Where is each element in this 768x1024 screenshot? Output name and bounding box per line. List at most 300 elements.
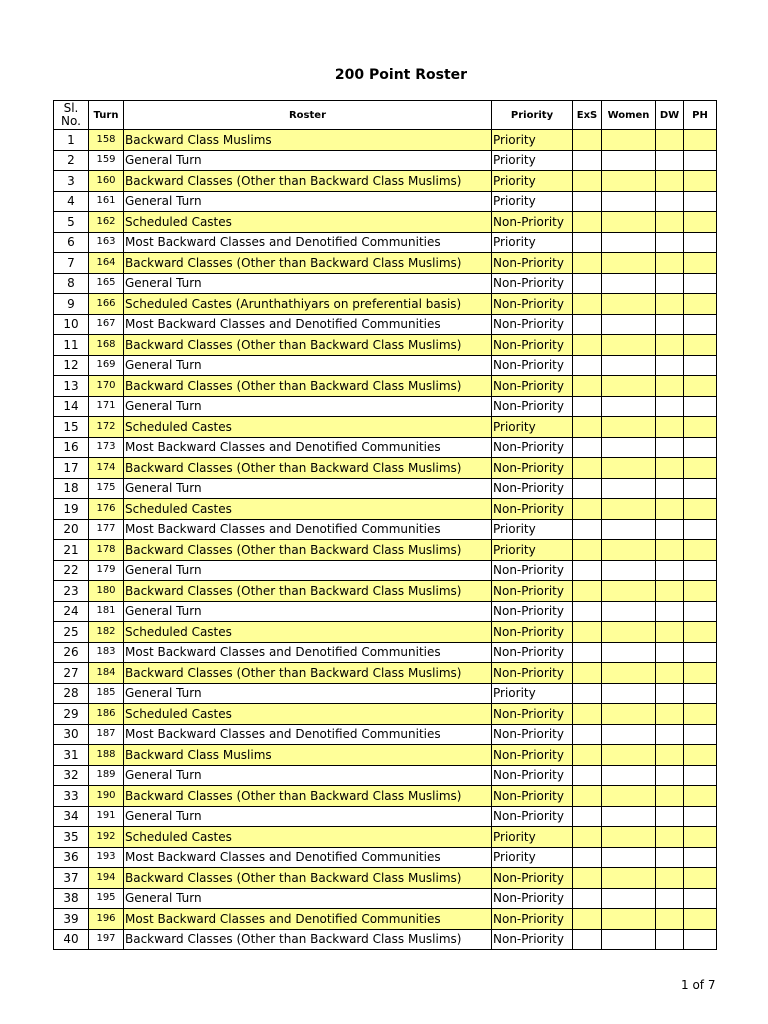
header-exs: ExS	[573, 101, 602, 130]
exs-cell	[573, 704, 602, 725]
roster-cell: Scheduled Castes	[124, 827, 492, 848]
table-row	[54, 355, 717, 376]
ph-cell	[684, 929, 717, 950]
sl-cell: 38	[54, 888, 89, 909]
women-cell	[602, 888, 656, 909]
sl-cell: 13	[54, 376, 89, 397]
women-cell	[602, 376, 656, 397]
women-cell	[602, 929, 656, 950]
header-roster: Roster	[124, 101, 492, 130]
roster-cell: Backward Classes (Other than Backward Class Muslims)	[124, 376, 492, 397]
women-cell	[602, 478, 656, 499]
sl-cell: 37	[54, 868, 89, 889]
ph-cell	[684, 417, 717, 438]
table-row	[54, 191, 717, 212]
turn-cell: 171	[89, 396, 124, 417]
roster-table	[53, 100, 717, 950]
sl-cell: 8	[54, 273, 89, 294]
table-row	[54, 724, 717, 745]
ph-cell	[684, 458, 717, 479]
roster-cell: Most Backward Classes and Denotified Communities	[124, 437, 492, 458]
women-cell	[602, 396, 656, 417]
table-row	[54, 273, 717, 294]
priority-cell: Non-Priority	[492, 355, 573, 376]
priority-cell: Non-Priority	[492, 806, 573, 827]
priority-cell: Priority	[492, 171, 573, 192]
sl-cell: 20	[54, 519, 89, 540]
women-cell	[602, 499, 656, 520]
turn-cell: 182	[89, 622, 124, 643]
sl-cell: 25	[54, 622, 89, 643]
women-cell	[602, 540, 656, 561]
priority-cell: Non-Priority	[492, 253, 573, 274]
roster-cell: General Turn	[124, 683, 492, 704]
exs-cell	[573, 642, 602, 663]
exs-cell	[573, 355, 602, 376]
women-cell	[602, 294, 656, 315]
sl-cell: 23	[54, 581, 89, 602]
dw-cell	[656, 622, 684, 643]
sl-cell: 7	[54, 253, 89, 274]
roster-cell: General Turn	[124, 191, 492, 212]
ph-cell	[684, 909, 717, 930]
turn-cell: 173	[89, 437, 124, 458]
turn-cell: 185	[89, 683, 124, 704]
table-row	[54, 540, 717, 561]
dw-cell	[656, 663, 684, 684]
women-cell	[602, 355, 656, 376]
exs-cell	[573, 335, 602, 356]
roster-cell: General Turn	[124, 560, 492, 581]
sl-cell: 28	[54, 683, 89, 704]
sl-cell: 15	[54, 417, 89, 438]
roster-cell: Backward Class Muslims	[124, 745, 492, 766]
roster-cell: Most Backward Classes and Denotified Communities	[124, 232, 492, 253]
roster-cell: Backward Classes (Other than Backward Class Muslims)	[124, 868, 492, 889]
priority-cell: Priority	[492, 417, 573, 438]
ph-cell	[684, 253, 717, 274]
dw-cell	[656, 683, 684, 704]
ph-cell	[684, 540, 717, 561]
roster-cell: Backward Classes (Other than Backward Class Muslims)	[124, 786, 492, 807]
turn-cell: 189	[89, 765, 124, 786]
women-cell	[602, 827, 656, 848]
header-priority: Priority	[492, 101, 573, 130]
priority-cell: Priority	[492, 827, 573, 848]
turn-cell: 180	[89, 581, 124, 602]
women-cell	[602, 786, 656, 807]
dw-cell	[656, 294, 684, 315]
dw-cell	[656, 478, 684, 499]
turn-cell: 165	[89, 273, 124, 294]
turn-cell: 194	[89, 868, 124, 889]
dw-cell	[656, 929, 684, 950]
header-ph: PH	[684, 101, 717, 130]
ph-cell	[684, 806, 717, 827]
ph-cell	[684, 232, 717, 253]
ph-cell	[684, 396, 717, 417]
sl-cell: 18	[54, 478, 89, 499]
exs-cell	[573, 724, 602, 745]
ph-cell	[684, 868, 717, 889]
priority-cell: Non-Priority	[492, 335, 573, 356]
roster-cell: Backward Classes (Other than Backward Class Muslims)	[124, 335, 492, 356]
exs-cell	[573, 376, 602, 397]
exs-cell	[573, 827, 602, 848]
women-cell	[602, 335, 656, 356]
dw-cell	[656, 437, 684, 458]
exs-cell	[573, 478, 602, 499]
exs-cell	[573, 560, 602, 581]
priority-cell: Non-Priority	[492, 765, 573, 786]
women-cell	[602, 212, 656, 233]
roster-cell: General Turn	[124, 888, 492, 909]
table-row	[54, 437, 717, 458]
priority-cell: Priority	[492, 130, 573, 151]
turn-cell: 163	[89, 232, 124, 253]
priority-cell: Non-Priority	[492, 560, 573, 581]
dw-cell	[656, 253, 684, 274]
priority-cell: Priority	[492, 150, 573, 171]
header-dw: DW	[656, 101, 684, 130]
exs-cell	[573, 581, 602, 602]
header-row	[54, 101, 717, 130]
women-cell	[602, 437, 656, 458]
turn-cell: 167	[89, 314, 124, 335]
roster-cell: Scheduled Castes	[124, 622, 492, 643]
ph-cell	[684, 273, 717, 294]
page-title: 200 Point Roster	[334, 67, 468, 83]
exs-cell	[573, 458, 602, 479]
dw-cell	[656, 888, 684, 909]
turn-cell: 197	[89, 929, 124, 950]
dw-cell	[656, 745, 684, 766]
table-row	[54, 376, 717, 397]
turn-cell: 181	[89, 601, 124, 622]
turn-cell: 187	[89, 724, 124, 745]
women-cell	[602, 130, 656, 151]
dw-cell	[656, 499, 684, 520]
turn-cell: 170	[89, 376, 124, 397]
dw-cell	[656, 868, 684, 889]
sl-cell: 33	[54, 786, 89, 807]
roster-cell: Most Backward Classes and Denotified Communities	[124, 314, 492, 335]
priority-cell: Non-Priority	[492, 212, 573, 233]
priority-cell: Non-Priority	[492, 437, 573, 458]
page-number: 1 of 7	[681, 978, 716, 992]
turn-cell: 164	[89, 253, 124, 274]
exs-cell	[573, 745, 602, 766]
turn-cell: 186	[89, 704, 124, 725]
ph-cell	[684, 581, 717, 602]
turn-cell: 193	[89, 847, 124, 868]
priority-cell: Non-Priority	[492, 499, 573, 520]
exs-cell	[573, 540, 602, 561]
turn-cell: 195	[89, 888, 124, 909]
women-cell	[602, 601, 656, 622]
dw-cell	[656, 376, 684, 397]
ph-cell	[684, 171, 717, 192]
exs-cell	[573, 150, 602, 171]
turn-cell: 196	[89, 909, 124, 930]
dw-cell	[656, 724, 684, 745]
turn-cell: 174	[89, 458, 124, 479]
women-cell	[602, 642, 656, 663]
women-cell	[602, 663, 656, 684]
women-cell	[602, 909, 656, 930]
priority-cell: Non-Priority	[492, 273, 573, 294]
women-cell	[602, 232, 656, 253]
dw-cell	[656, 458, 684, 479]
table-row	[54, 683, 717, 704]
sl-cell: 6	[54, 232, 89, 253]
exs-cell	[573, 663, 602, 684]
exs-cell	[573, 191, 602, 212]
priority-cell: Non-Priority	[492, 663, 573, 684]
table-row	[54, 806, 717, 827]
sl-cell: 12	[54, 355, 89, 376]
sl-cell: 21	[54, 540, 89, 561]
turn-cell: 158	[89, 130, 124, 151]
roster-cell: General Turn	[124, 601, 492, 622]
priority-cell: Non-Priority	[492, 581, 573, 602]
dw-cell	[656, 847, 684, 868]
table-row	[54, 232, 717, 253]
table-row	[54, 622, 717, 643]
exs-cell	[573, 499, 602, 520]
table-row	[54, 335, 717, 356]
priority-cell: Non-Priority	[492, 868, 573, 889]
priority-cell: Priority	[492, 519, 573, 540]
exs-cell	[573, 786, 602, 807]
sl-cell: 36	[54, 847, 89, 868]
header-women: Women	[602, 101, 656, 130]
roster-cell: General Turn	[124, 806, 492, 827]
exs-cell	[573, 253, 602, 274]
ph-cell	[684, 683, 717, 704]
table-row	[54, 888, 717, 909]
exs-cell	[573, 396, 602, 417]
turn-cell: 184	[89, 663, 124, 684]
priority-cell: Non-Priority	[492, 745, 573, 766]
women-cell	[602, 519, 656, 540]
priority-cell: Non-Priority	[492, 396, 573, 417]
exs-cell	[573, 806, 602, 827]
table-row	[54, 314, 717, 335]
sl-cell: 29	[54, 704, 89, 725]
table-row	[54, 827, 717, 848]
priority-cell: Non-Priority	[492, 704, 573, 725]
sl-cell: 3	[54, 171, 89, 192]
exs-cell	[573, 601, 602, 622]
exs-cell	[573, 929, 602, 950]
dw-cell	[656, 355, 684, 376]
table-row	[54, 212, 717, 233]
dw-cell	[656, 642, 684, 663]
table-row	[54, 130, 717, 151]
priority-cell: Non-Priority	[492, 888, 573, 909]
women-cell	[602, 191, 656, 212]
turn-cell: 169	[89, 355, 124, 376]
ph-cell	[684, 560, 717, 581]
turn-cell: 191	[89, 806, 124, 827]
ph-cell	[684, 335, 717, 356]
ph-cell	[684, 130, 717, 151]
dw-cell	[656, 417, 684, 438]
roster-cell: Scheduled Castes	[124, 499, 492, 520]
exs-cell	[573, 437, 602, 458]
women-cell	[602, 724, 656, 745]
table-row	[54, 171, 717, 192]
ph-cell	[684, 622, 717, 643]
dw-cell	[656, 150, 684, 171]
sl-cell: 9	[54, 294, 89, 315]
turn-cell: 192	[89, 827, 124, 848]
women-cell	[602, 314, 656, 335]
ph-cell	[684, 847, 717, 868]
sl-cell: 10	[54, 314, 89, 335]
table-row	[54, 294, 717, 315]
ph-cell	[684, 765, 717, 786]
exs-cell	[573, 171, 602, 192]
table-row	[54, 478, 717, 499]
dw-cell	[656, 704, 684, 725]
dw-cell	[656, 827, 684, 848]
women-cell	[602, 847, 656, 868]
women-cell	[602, 560, 656, 581]
dw-cell	[656, 191, 684, 212]
table-row	[54, 765, 717, 786]
sl-cell: 19	[54, 499, 89, 520]
priority-cell: Priority	[492, 683, 573, 704]
dw-cell	[656, 560, 684, 581]
table-row	[54, 458, 717, 479]
ph-cell	[684, 150, 717, 171]
dw-cell	[656, 540, 684, 561]
roster-cell: Scheduled Castes	[124, 212, 492, 233]
roster-cell: General Turn	[124, 765, 492, 786]
dw-cell	[656, 232, 684, 253]
sl-cell: 31	[54, 745, 89, 766]
roster-cell: Scheduled Castes	[124, 417, 492, 438]
women-cell	[602, 253, 656, 274]
ph-cell	[684, 314, 717, 335]
header-turn: Turn	[89, 101, 124, 130]
roster-cell: Backward Class Muslims	[124, 130, 492, 151]
ph-cell	[684, 888, 717, 909]
ph-cell	[684, 376, 717, 397]
exs-cell	[573, 909, 602, 930]
exs-cell	[573, 273, 602, 294]
sl-cell: 24	[54, 601, 89, 622]
turn-cell: 166	[89, 294, 124, 315]
priority-cell: Non-Priority	[492, 622, 573, 643]
table-header	[54, 101, 717, 130]
women-cell	[602, 273, 656, 294]
roster-cell: Backward Classes (Other than Backward Class Muslims)	[124, 663, 492, 684]
sl-cell: 5	[54, 212, 89, 233]
ph-cell	[684, 437, 717, 458]
exs-cell	[573, 868, 602, 889]
ph-cell	[684, 355, 717, 376]
exs-cell	[573, 212, 602, 233]
roster-cell: Scheduled Castes (Arunthathiyars on preferential basis)	[124, 294, 492, 315]
ph-cell	[684, 294, 717, 315]
sl-cell: 1	[54, 130, 89, 151]
exs-cell	[573, 294, 602, 315]
priority-cell: Non-Priority	[492, 724, 573, 745]
priority-cell: Non-Priority	[492, 314, 573, 335]
priority-cell: Non-Priority	[492, 478, 573, 499]
table-row	[54, 150, 717, 171]
table-row	[54, 929, 717, 950]
women-cell	[602, 171, 656, 192]
exs-cell	[573, 622, 602, 643]
dw-cell	[656, 601, 684, 622]
table-row	[54, 396, 717, 417]
ph-cell	[684, 601, 717, 622]
women-cell	[602, 150, 656, 171]
exs-cell	[573, 765, 602, 786]
ph-cell	[684, 499, 717, 520]
dw-cell	[656, 786, 684, 807]
turn-cell: 188	[89, 745, 124, 766]
ph-cell	[684, 478, 717, 499]
dw-cell	[656, 396, 684, 417]
women-cell	[602, 458, 656, 479]
turn-cell: 178	[89, 540, 124, 561]
sl-cell: 40	[54, 929, 89, 950]
roster-cell: General Turn	[124, 396, 492, 417]
dw-cell	[656, 765, 684, 786]
priority-cell: Non-Priority	[492, 909, 573, 930]
turn-cell: 162	[89, 212, 124, 233]
turn-cell: 159	[89, 150, 124, 171]
priority-cell: Non-Priority	[492, 458, 573, 479]
ph-cell	[684, 745, 717, 766]
table-row	[54, 663, 717, 684]
ph-cell	[684, 519, 717, 540]
exs-cell	[573, 519, 602, 540]
roster-cell: Backward Classes (Other than Backward Class Muslims)	[124, 171, 492, 192]
ph-cell	[684, 642, 717, 663]
ph-cell	[684, 663, 717, 684]
roster-cell: Backward Classes (Other than Backward Class Muslims)	[124, 581, 492, 602]
table-row	[54, 745, 717, 766]
turn-cell: 177	[89, 519, 124, 540]
turn-cell: 175	[89, 478, 124, 499]
priority-cell: Non-Priority	[492, 294, 573, 315]
women-cell	[602, 683, 656, 704]
table-row	[54, 581, 717, 602]
roster-cell: Most Backward Classes and Denotified Communities	[124, 724, 492, 745]
sl-cell: 17	[54, 458, 89, 479]
women-cell	[602, 868, 656, 889]
exs-cell	[573, 847, 602, 868]
turn-cell: 168	[89, 335, 124, 356]
women-cell	[602, 704, 656, 725]
exs-cell	[573, 130, 602, 151]
ph-cell	[684, 786, 717, 807]
sl-cell: 4	[54, 191, 89, 212]
roster-cell: General Turn	[124, 478, 492, 499]
sl-cell: 11	[54, 335, 89, 356]
exs-cell	[573, 232, 602, 253]
women-cell	[602, 806, 656, 827]
dw-cell	[656, 909, 684, 930]
table-row	[54, 560, 717, 581]
table-row	[54, 847, 717, 868]
